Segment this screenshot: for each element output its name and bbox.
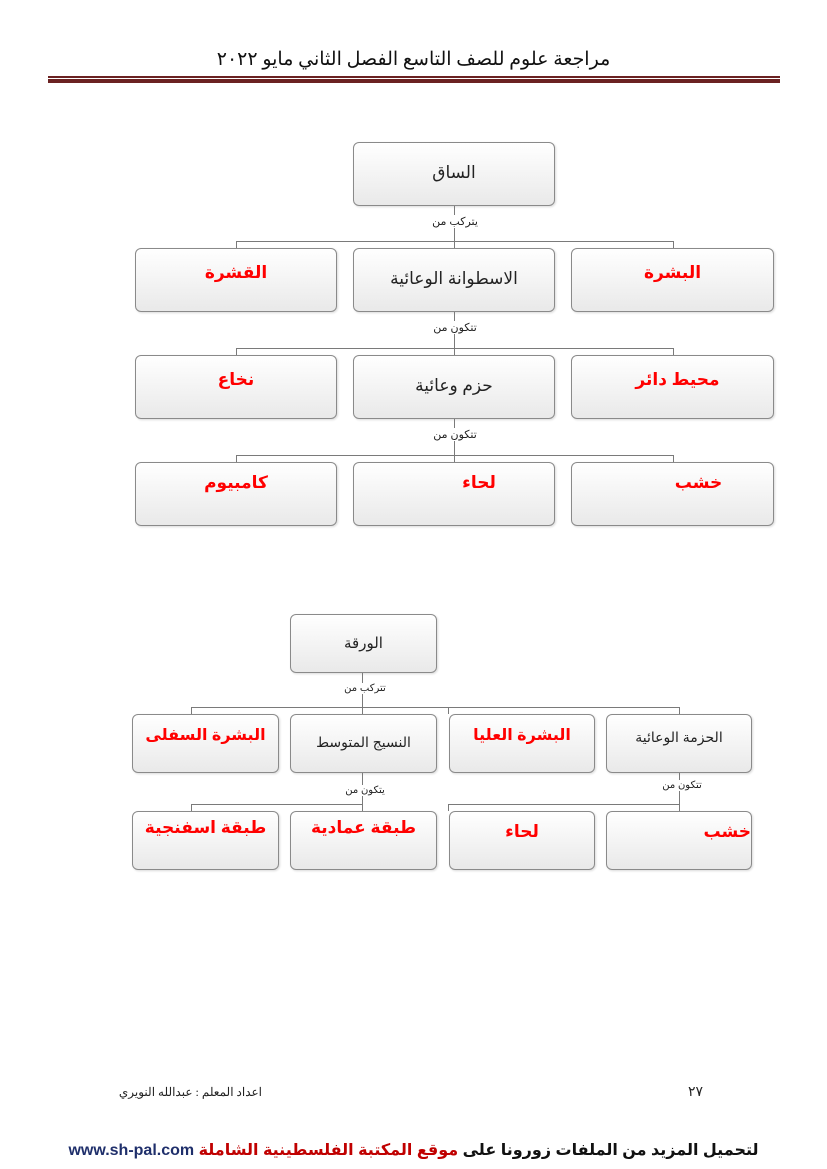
- header-rule-thin: [48, 76, 780, 78]
- leaf-node-vascular-bundle: [606, 714, 752, 773]
- connector-line: [191, 707, 680, 708]
- node-label: لحاء: [462, 473, 496, 492]
- stem-node-vascular-cylinder: [353, 248, 555, 312]
- banner-site-name: موقع المكتبة الفلسطينية الشاملة: [194, 1142, 459, 1159]
- connector-label: تتركب من: [335, 683, 395, 694]
- connector-line: [236, 241, 674, 242]
- stem-node-cambium: [135, 462, 337, 526]
- stem-node-phloem: [353, 462, 555, 526]
- leaf-node-spongy-layer: [132, 811, 279, 870]
- stem-node-pith: [135, 355, 337, 419]
- node-label: الساق: [432, 163, 476, 182]
- connector-line: [191, 707, 192, 714]
- connector-label: تتكون من: [655, 780, 709, 791]
- connector-label: يتكون من: [338, 785, 392, 796]
- leaf-node-mesophyll: [290, 714, 437, 773]
- connector-label: تتكون من: [420, 428, 490, 441]
- node-label: الورقة: [344, 635, 383, 652]
- connector-line: [191, 804, 363, 805]
- node-label: نخاع: [217, 370, 255, 389]
- stem-node-vascular-bundles: [353, 355, 555, 419]
- node-label: البشرة: [643, 263, 702, 282]
- node-label: النسيج المتوسط: [316, 734, 411, 750]
- connector-label: تتكون من: [420, 321, 490, 334]
- stem-node-cortex: [135, 248, 337, 312]
- banner-url-link[interactable]: www.sh-pal.com: [68, 1142, 195, 1159]
- connector-line: [448, 804, 449, 811]
- node-label: حزم وعائية: [415, 376, 493, 395]
- node-label: كامبيوم: [204, 473, 268, 492]
- download-banner: [0, 1140, 827, 1160]
- leaf-node-phloem: [449, 811, 595, 870]
- node-label: القشرة: [204, 263, 268, 282]
- banner-text: لتحميل المزيد من الملفات زورونا على: [458, 1142, 759, 1159]
- leaf-node-upper-epidermis: [449, 714, 595, 773]
- connector-line: [679, 773, 680, 811]
- node-label: البشرة السفلى: [145, 727, 266, 744]
- stem-node-xylem: [571, 462, 774, 526]
- node-label: طبقة اسفنجية: [144, 818, 267, 837]
- connector-line: [448, 804, 680, 805]
- leaf-node-lower-epidermis: [132, 714, 279, 773]
- connector-line: [236, 455, 674, 456]
- header-rule-thick: [48, 79, 780, 83]
- connector-label: يتركب من: [420, 215, 490, 228]
- node-label: طبقة عمادية: [310, 818, 417, 837]
- node-label: الاسطوانة الوعائية: [390, 269, 518, 288]
- leaf-node-xylem: [606, 811, 752, 870]
- stem-node-pericycle: [571, 355, 774, 419]
- leaf-root-node: [290, 614, 437, 673]
- connector-line: [191, 804, 192, 811]
- node-label: محيط دائر: [635, 370, 720, 389]
- node-label: البشرة العليا: [473, 727, 571, 744]
- page-number: ٢٧: [688, 1083, 704, 1099]
- author-credit: اعداد المعلم : عبدالله النويري: [118, 1085, 262, 1099]
- node-label: لحاء: [505, 822, 539, 841]
- stem-node-epidermis: [571, 248, 774, 312]
- page-title: مراجعة علوم للصف التاسع الفصل الثاني مايو ٢٠٢٢: [216, 49, 611, 70]
- connector-line: [679, 707, 680, 714]
- node-label: خشب: [703, 822, 751, 841]
- leaf-node-palisade-layer: [290, 811, 437, 870]
- connector-line: [236, 348, 674, 349]
- stem-root-node: [353, 142, 555, 206]
- node-label: خشب: [674, 473, 723, 492]
- node-label: الحزمة الوعائية: [635, 729, 723, 745]
- connector-line: [448, 707, 449, 714]
